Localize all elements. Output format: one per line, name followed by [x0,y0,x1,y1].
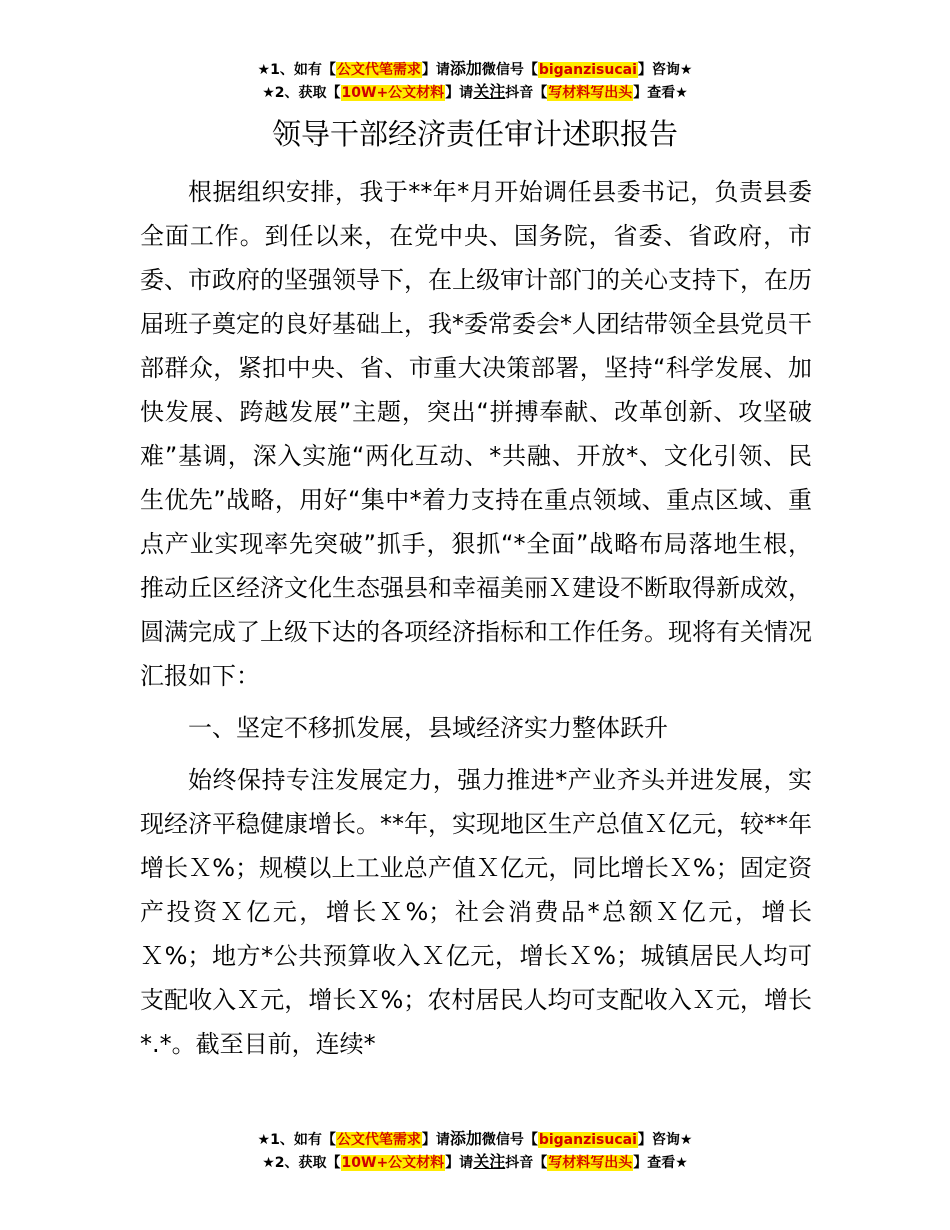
banner-text: 抖音【 [505,85,548,101]
banner-line-1 [0,1128,950,1151]
banner-text: 】请 [445,1155,474,1171]
banner-text: 】咨询★ [637,62,693,78]
banner-emphasis: 关注 [473,1152,506,1171]
banner-highlight: biganzisucai [538,1132,637,1148]
banner-highlight: 10W+公文材料 [341,1155,445,1171]
banner-text: 】咨询★ [637,1132,693,1148]
banner-emphasis: 关注 [473,82,506,101]
banner-highlight: biganzisucai [538,62,637,78]
banner-text: ★2、获取【 [262,85,341,101]
bottom-banner [0,1128,950,1174]
banner-line-2 [0,81,950,104]
banner-text: 微信号【 [481,62,538,78]
banner-text: ★1、如有【 [257,1132,336,1148]
banner-highlight: 公文代笔需求 [336,1132,421,1148]
banner-text: ★1、如有【 [257,62,336,78]
banner-text: 】请 [421,62,450,78]
banner-text: 】请 [421,1132,450,1148]
banner-line-1 [0,58,950,81]
top-banner [0,58,950,104]
banner-text: 】查看★ [633,85,688,101]
banner-highlight: 10W+公文材料 [341,85,445,101]
banner-highlight: 公文代笔需求 [336,62,421,78]
banner-emphasis: 添加 [449,1129,482,1148]
document-body [140,170,812,1066]
paragraph-intro: 根据组织安排，我于**年*月开始调任县委书记，负责县委全面工作。到任以来，在党中央、国务院，省委、省政府，市委、市政府的坚强领导下，在上级审计部门的关心支持下，在历届班子奠定的良好基础上，我*委常委会*人团结带领全县党员干部群众，紧扣中央、省、市重大决策部署，坚持“科学发展、加快发展、跨越发展”主题，突出“拼搏奉献、改革创新、攻坚破难”基调，深入实施“两化互动、*共融、开放*、文化引领、民生优先”战略，用好“集中*着力支持在重点领域、重点区域、重点产业实现率先突破”抓手，狠抓“*全面”战略布局落地生根，推动丘区经济文化生态强县和幸福美丽Ｘ建设不断取得新成效，圆满完成了上级下达的各项经济指标和工作任务。现将有关情况汇报如下： [140,178,812,690]
banner-text: 】请 [445,85,474,101]
section-heading: 一、坚定不移抓发展，县域经济实力整体跃升 [188,714,668,742]
banner-highlight: 写材料写出头 [548,85,633,101]
paragraph-development: 始终保持专注发展定力，强力推进*产业齐头并进发展，实现经济平稳健康增长。**年，实现地区生产总值Ｘ亿元，较**年增长Ｘ%；规模以上工业总产值Ｘ亿元，同比增长Ｘ%；固定资产投资Ｘ亿元，增长Ｘ%；社会消费品*总额Ｘ亿元，增长Ｘ%；地方*公共预算收入Ｘ亿元，增长Ｘ%；城镇居民人均可支配收入Ｘ元，增长Ｘ%；农村居民人均可支配收入Ｘ元，增长*.*。截至目前，连续* [140,766,812,1058]
document-title: 领导干部经济责任审计述职报告 [271,117,678,151]
banner-text: 微信号【 [481,1132,538,1148]
banner-text: 抖音【 [505,1155,548,1171]
banner-line-2 [0,1151,950,1174]
banner-text: ★2、获取【 [262,1155,341,1171]
banner-emphasis: 添加 [449,59,482,78]
banner-text: 】查看★ [633,1155,688,1171]
banner-highlight: 写材料写出头 [548,1155,633,1171]
